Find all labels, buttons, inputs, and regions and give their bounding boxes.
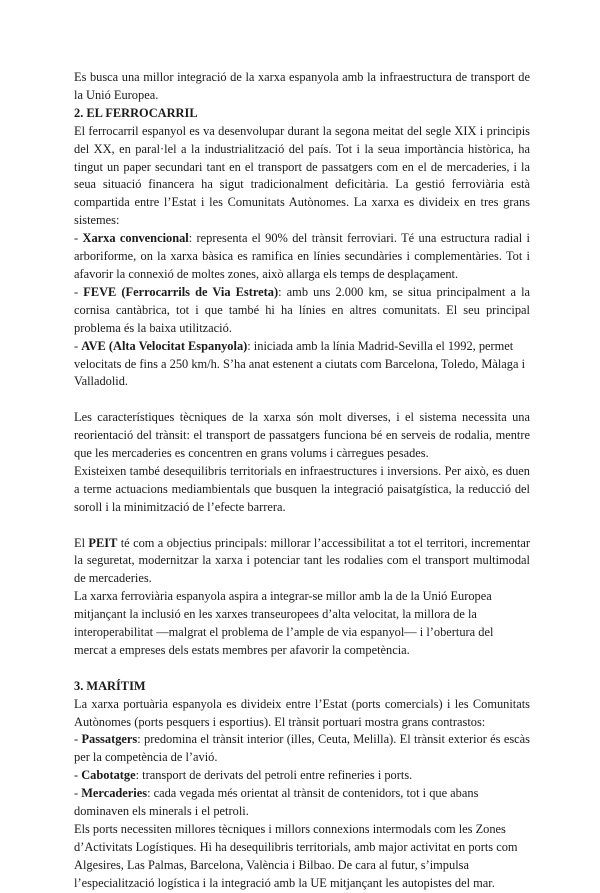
list-dash: - xyxy=(74,231,83,246)
maritim-paragraph-2: Els ports necessiten millores tècniques i millors connexions intermodals com les Zones d’Activitats Logístiques. Hi ha desequilibris territorials, amb major activitat en ports com Algesires, Las Palmas, Barcelona, València i Bilbao. De cara al futur, s’impulsa l’especialització logística i la integració amb la UE mitjançant les autopistes del mar. xyxy=(74,822,518,890)
term-passatgers: Passatgers xyxy=(81,732,138,747)
term-ave: AVE (Alta Velocitat Espanyola) xyxy=(81,338,248,353)
section-heading-ferrocarril: 2. EL FERROCARRIL xyxy=(74,105,198,120)
peit-text: té com a objectius principals: millorar l’accessibilitat a tot el territori, incrementar la seguretat, modernitzar la xarxa i potenciar tant les rodalies com el transport multimodal de mercaderies. xyxy=(74,535,531,586)
item-description: : transport de derivats del petroli entre refineries i ports. xyxy=(135,768,413,783)
system-description: : amb uns 2.000 km, se situa principalment a la cornisa cantàbrica, tot i que també hi ha línies en altres comunitats. El seu principal problema és la baixa utilització. xyxy=(74,284,531,335)
list-dash: - xyxy=(74,768,82,783)
ferrocarril-paragraph-1: El ferrocarril espanyol es va desenvolupar durant la segona meitat del segle XIX i principis del XX, en paral·lel a la industrialització del país. Tot i la seua importància històrica, ha tingut un paper secundari tant en el transport de passatgers com en el de mercaderies, i la seua situació financera ha sigut tradicionalment deficitària. La gestió ferroviària està compartida entre l’Estat i les Comunitats Autònomes. La xarxa es divideix en tres grans sistemes: xyxy=(74,123,530,228)
system-item-feve xyxy=(74,284,530,338)
term-mercaderies: Mercaderies xyxy=(81,786,148,801)
list-dash: - xyxy=(74,786,82,801)
ferrocarril-paragraph-3: Existeixen també desequilibris territorials en infraestructures i inversions. Per això, es duen a terme actuacions mediambientals que busquen la integració paisatgística, la reducció del soroll i la minimització de l’efecte barrera. xyxy=(74,463,530,514)
maritim-paragraph-1: La xarxa portuària espanyola es divideix entre l’Estat (ports comercials) i les Comunitats Autònomes (ports pesquers i esportius). El trànsit portuari mostra grans contrastos: xyxy=(74,696,530,729)
system-description: : representa el 90% del trànsit ferroviari. Té una estructura radial i arboriforme, on la xarxa bàsica es ramifica en línies secundàries i complementàries. Tot i afavorir la connexió de moltes zones, això allarga els temps de desplaçament. xyxy=(74,231,530,281)
item-description: : cada vegada més orientat al trànsit de contenidors, tot i que abans dominaven els minerals i el petroli. xyxy=(74,786,479,819)
term-feve: FEVE (Ferrocarrils de Via Estreta) xyxy=(83,284,279,299)
system-item-ave xyxy=(74,338,530,392)
term-cabotatge: Cabotatge xyxy=(81,768,136,783)
list-dash: - xyxy=(74,732,82,747)
term-peit: PEIT xyxy=(88,535,118,550)
ferrocarril-paragraph-5: La xarxa ferroviària espanyola aspira a integrar-se millor amb la de la Unió Europea mitjançant la inclusió en les xarxes transeuropees d’alta velocitat, la millora de la interoperabilitat —malgrat el problema de l’ample de via espanyol— i l’obertura del mercat a empreses dels estats membres per afavorir la competència. xyxy=(74,589,494,657)
ferrocarril-paragraph-2: Les característiques tècniques de la xarxa són molt diverses, i el sistema necessita una reorientació del trànsit: el transport de passatgers funciona bé en serveis de rodalia, mentre que les mercaderies es concentren en grans volums i càrregues pesades. xyxy=(74,410,530,461)
maritim-item-mercaderies xyxy=(74,785,530,821)
paragraph-gap xyxy=(74,660,530,678)
item-description: : predomina el trànsit interior (illes, Ceuta, Melilla). El trànsit exterior és escàs per la competència de l’avió. xyxy=(74,732,530,765)
ferrocarril-paragraph-peit xyxy=(74,535,530,589)
paragraph-gap xyxy=(74,517,530,535)
list-dash: - xyxy=(74,284,84,299)
term-xarxa-convencional: Xarxa convencional xyxy=(82,231,189,246)
list-dash: - xyxy=(74,338,82,353)
system-item-convencional xyxy=(74,230,530,284)
system-description: : iniciada amb la línia Madrid-Sevilla el 1992, permet velocitats de fins a 250 km/h. S’ha anat estenent a ciutats com Barcelona, Toledo, Màlaga i Valladolid. xyxy=(74,338,526,389)
intro-paragraph: Es busca una millor integració de la xarxa espanyola amb la infraestructura de transport de la Unió Europea. xyxy=(74,70,530,102)
section-heading-maritim: 3. MARÍTIM xyxy=(74,678,146,693)
peit-lead: El xyxy=(74,535,89,550)
maritim-item-passatgers xyxy=(74,731,530,767)
maritim-item-cabotatge xyxy=(74,767,530,785)
paragraph-gap xyxy=(74,391,530,409)
